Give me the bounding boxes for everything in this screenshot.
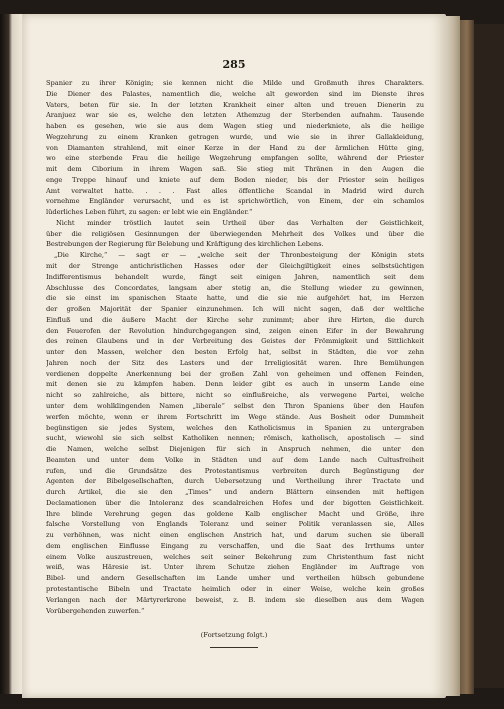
text-line: den Feuerofen der Revolution hindurchgegangen sind, zeigen einen Eifer in der Bewahrung — [46, 326, 424, 335]
text-line: rufen, und die Grundsätze des Protestantismus verbreiten durch Begünstigung der — [46, 466, 424, 475]
page-stack-edge — [446, 16, 460, 696]
text-line: protestantische Bibeln und Tractate heimlich oder in einer Weise, welche kein großes — [46, 584, 424, 593]
text-line: „Die Kirche,“ — sagt er — „welche seit der Thronbesteigung der Königin stets — [54, 251, 424, 260]
text-line: Ihre blinde Verehrung gegen das goldene Kalb englischer Macht und Größe, ihre — [46, 509, 424, 518]
text-line: Vaters, beten für sie. In der letzten Krankheit einer alten und treuen Dienerin zu — [46, 100, 424, 109]
text-line: dem englischen Einflusse Eingang zu verschaffen, und die Saat des Irrthums unter — [46, 541, 424, 550]
text-line: des reinen Glaubens und in der Verbreitung des Geistes der Frömmigkeit und Sittlichkeit — [46, 337, 424, 346]
text-line: über die religiösen Gesinnungen der überwiegenden Mehrheit des Volkes und über die — [46, 229, 424, 238]
text-line: unter dem wohlklingenden Namen „liberale“ selbst den Thron Spaniens über den Haufen — [46, 401, 424, 410]
text-line: falsche Vorstellung von Englands Toleranz und seiner Politik veranlassen sie, Alles — [46, 520, 424, 529]
text-line: durch Artikel, die sie den „Times“ und andern Blättern einsenden mit heftigen — [46, 488, 424, 497]
body-text — [46, 78, 424, 616]
text-line: Bibel- und andern Gesellschaften im Lande umher und vertheilen hübsch gebundene — [46, 574, 424, 583]
text-line: der großen Majorität der Spanier einzunehmen. Ich will nicht sagen, daß der weltliche — [46, 305, 424, 314]
text-line: die sie einst im spanischen Staate hatte, und die sie nie aufgehört hat, im Herzen — [46, 294, 424, 303]
text-line: Agenten der Bibelgesellschaften, durch Uebersetzung und Vertheilung ihrer Tractate und — [46, 477, 424, 486]
text-line: von Diamanten strahlend, mit einer Kerze in der Hand zu der ärmlichen Hütte ging, — [46, 143, 424, 152]
text-line: Vorübergehenden zuwerfen.“ — [46, 606, 145, 615]
text-line: verdienen doppelte Anerkennung bei der großen Zahl von geheimen und offenen Feinden, — [46, 369, 424, 378]
text-line: nicht so zahlreiche, als bittere, nicht so einflußreiche, als verwegene Partei, welche — [46, 391, 424, 400]
text-line: haben es gesehen, wie sie aus dem Wagen stieg und niederkniete, als die heilige — [46, 122, 424, 131]
text-line: vornehme Engländer verursacht, und es ist sprichwörtlich, von Einem, der ein schamlos — [46, 197, 424, 206]
text-line: Jahren noch der Sitz des Lasters und der Irreligiosität waren. Ihre Bemühungen — [46, 358, 424, 367]
text-line: Nicht minder tröstlich lautet sein Urtheil über das Verhalten der Geistlichkeit, — [56, 218, 424, 227]
text-line: Wegzehrung zu einem Kranken getragen wurde, und wie sie in ihrer Gallakleidung, — [46, 132, 424, 141]
page-number: 285 — [222, 58, 246, 71]
text-line: sucht, wiewohl sie sich selbst Katholiken nennen; römisch, katholisch, apostolisch — sind — [46, 434, 424, 443]
book-page — [22, 14, 446, 698]
text-line: Spanier zu ihrer Königin; sie kennen nicht die Milde und Großmuth ihres Charakters. — [46, 79, 424, 87]
text-line: die Namen, welche selbst Diejenigen für sich in Anspruch nehmen, die unter den — [46, 445, 424, 454]
text-line: begünstigen sie jedes System, welches den Katholicismus in Spanien zu untergraben — [46, 423, 424, 432]
continued-note: (Fortsetzung folgt.) — [200, 631, 268, 639]
facing-page-edge — [0, 14, 22, 694]
background-shadow — [474, 24, 504, 688]
text-line: Declamationen über die Intoleranz des scandalreichen Hofes und der bigotten Geistlichkeit. — [46, 498, 424, 507]
text-line: einem Volke auszustreuen, welches seit seiner Bekehrung zum Christenthum fast nicht — [46, 552, 424, 561]
text-line: mit der Strenge antichristlichen Hasses oder der Gleichgiltigkeit eines selbstsüchtigen — [46, 262, 424, 271]
text-line: mit denen sie zu kämpfen haben. Denn leider gibt es auch in unserm Lande eine — [46, 380, 424, 389]
text-line: mit dem Ciborium in ihrem Wagen saß. Sie stieg mit Thränen in den Augen die — [46, 165, 424, 174]
text-line: Verlangen nach der Märtyrerkrone beweist, z. B. indem sie dieselben aus dem Wagen — [46, 595, 424, 604]
text-line: Aranjuez war sie es, welche den letzten Athemzug der Sterbenden aufnahm. Tausende — [46, 111, 424, 120]
text-line: wo eine sterbende Frau die heilige Wegzehrung empfangen sollte, während der Priester — [46, 154, 424, 163]
text-line: lüderliches Leben führt, zu sagen: er lebt wie ein Engländer.“ — [46, 208, 253, 217]
text-line: zu verhöhnen, was nicht einen englischen Anstrich hat, und darum suchen sie überall — [46, 531, 424, 540]
text-line: enge Treppe hinauf und kniete auf dem Boden nieder, bis der Priester sein heiliges — [46, 175, 424, 184]
text-line: Indifferentismus behandelt wurde, fängt seit einigen Jahren, namentlich seit dem — [46, 272, 424, 281]
text-line: Bestrebungen der Regierung für Belebung und Kräftigung des kirchlichen Lebens. — [46, 240, 324, 249]
text-line: Einfluß und die äußere Macht der Kirche sehr zunimmt; aber ihre Hirten, die durch — [46, 315, 424, 324]
book-cover-edge — [460, 20, 474, 694]
text-line: Die Diener des Palastes, namentlich die, welche alt geworden sind im Dienste ihres — [46, 89, 424, 98]
text-line: Beamten und unter dem Volke in Städten und auf dem Lande nach Cultusfreiheit — [46, 455, 424, 464]
text-line: unter den Massen, welcher den besten Erfolg hat, selbst in Städten, die vor zehn — [46, 348, 424, 357]
text-line: werfen möchte, wenn er ihrem Fortschritt im Wege stände. Aus Bosheit oder Dummheit — [46, 412, 424, 421]
text-line: weiß, was Häresie ist. Unter ihrem Schutze ziehen Engländer im Auftrage von — [46, 563, 424, 572]
end-rule — [210, 647, 258, 648]
text-line: Amt verwaltet hatte. . . . Fast alles öffentliche Scandal in Madrid wird durch — [46, 186, 424, 195]
text-line: Abschlusse des Concordates, langsam aber stetig an, die Stellung wieder zu gewinnen, — [46, 283, 424, 292]
